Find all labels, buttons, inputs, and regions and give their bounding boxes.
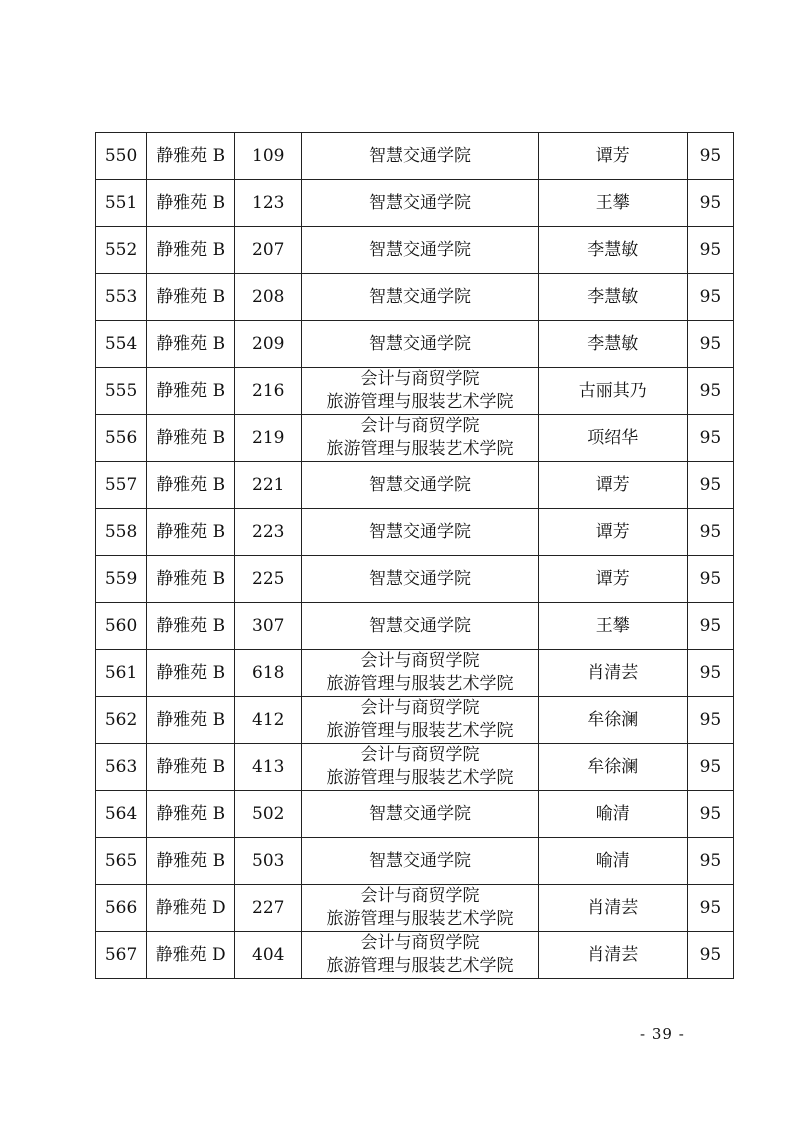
building-cell: 静雅苑 B [147, 744, 235, 791]
building-cell: 静雅苑 B [147, 838, 235, 885]
table-row [96, 791, 734, 838]
score-cell: 95 [687, 462, 733, 509]
college-name: 会计与商贸学院 [360, 933, 480, 953]
college-name: 会计与商贸学院 [360, 698, 480, 718]
score-cell: 95 [687, 274, 733, 321]
college-name: 会计与商贸学院 [360, 651, 480, 671]
college-name: 智慧交通学院 [368, 333, 471, 354]
dormitory-score-table [95, 132, 734, 979]
score-cell: 95 [687, 932, 733, 979]
person-cell: 项绍华 [538, 415, 687, 462]
person-cell: 喻清 [538, 791, 687, 838]
person-cell: 李慧敏 [538, 274, 687, 321]
person-cell: 李慧敏 [538, 227, 687, 274]
table-row [96, 556, 734, 603]
score-cell: 95 [687, 227, 733, 274]
room-cell: 109 [235, 133, 302, 180]
building-cell: 静雅苑 B [147, 368, 235, 415]
row-number-cell: 554 [96, 321, 147, 368]
room-cell: 223 [235, 509, 302, 556]
college-cell [302, 791, 538, 838]
college-name: 会计与商贸学院 [360, 369, 480, 389]
row-number-cell: 557 [96, 462, 147, 509]
room-cell: 404 [235, 932, 302, 979]
score-cell: 95 [687, 697, 733, 744]
room-cell: 412 [235, 697, 302, 744]
college-name: 智慧交通学院 [368, 239, 471, 260]
row-number-cell: 562 [96, 697, 147, 744]
college-cell [302, 415, 538, 462]
table-row [96, 321, 734, 368]
college-name: 智慧交通学院 [368, 850, 471, 871]
score-cell: 95 [687, 509, 733, 556]
college-cell [302, 368, 538, 415]
college-cell [302, 650, 538, 697]
row-number-cell: 566 [96, 885, 147, 932]
table-row [96, 509, 734, 556]
row-number-cell: 555 [96, 368, 147, 415]
college-cell [302, 274, 538, 321]
table-row [96, 838, 734, 885]
college-name: 智慧交通学院 [368, 192, 471, 213]
college-name: 旅游管理与服装艺术学院 [326, 721, 514, 741]
college-name: 旅游管理与服装艺术学院 [326, 674, 514, 694]
college-name: 会计与商贸学院 [360, 886, 480, 906]
table-row [96, 744, 734, 791]
college-name: 智慧交通学院 [368, 803, 471, 824]
page-number: - 39 - [640, 1025, 685, 1043]
person-cell: 谭芳 [538, 462, 687, 509]
college-name: 智慧交通学院 [368, 568, 471, 589]
room-cell: 208 [235, 274, 302, 321]
table-row [96, 932, 734, 979]
row-number-cell: 550 [96, 133, 147, 180]
college-name: 智慧交通学院 [368, 521, 471, 542]
score-cell: 95 [687, 838, 733, 885]
person-cell: 牟徐澜 [538, 744, 687, 791]
score-cell: 95 [687, 556, 733, 603]
table-row [96, 885, 734, 932]
building-cell: 静雅苑 D [147, 885, 235, 932]
room-cell: 209 [235, 321, 302, 368]
score-cell: 95 [687, 791, 733, 838]
score-cell: 95 [687, 321, 733, 368]
room-cell: 216 [235, 368, 302, 415]
building-cell: 静雅苑 B [147, 556, 235, 603]
room-cell: 307 [235, 603, 302, 650]
building-cell: 静雅苑 B [147, 227, 235, 274]
building-cell: 静雅苑 B [147, 415, 235, 462]
row-number-cell: 558 [96, 509, 147, 556]
college-cell [302, 932, 538, 979]
building-cell: 静雅苑 B [147, 791, 235, 838]
person-cell: 肖清芸 [538, 650, 687, 697]
table-row [96, 368, 734, 415]
row-number-cell: 560 [96, 603, 147, 650]
row-number-cell: 556 [96, 415, 147, 462]
row-number-cell: 563 [96, 744, 147, 791]
row-number-cell: 552 [96, 227, 147, 274]
row-number-cell: 564 [96, 791, 147, 838]
college-cell [302, 603, 538, 650]
college-name: 旅游管理与服装艺术学院 [326, 909, 514, 929]
score-cell: 95 [687, 180, 733, 227]
score-cell: 95 [687, 415, 733, 462]
room-cell: 207 [235, 227, 302, 274]
room-cell: 502 [235, 791, 302, 838]
building-cell: 静雅苑 D [147, 932, 235, 979]
college-cell [302, 321, 538, 368]
room-cell: 219 [235, 415, 302, 462]
person-cell: 古丽其乃 [538, 368, 687, 415]
building-cell: 静雅苑 B [147, 321, 235, 368]
row-number-cell: 551 [96, 180, 147, 227]
person-cell: 肖清芸 [538, 932, 687, 979]
table-row [96, 697, 734, 744]
person-cell: 王攀 [538, 603, 687, 650]
room-cell: 618 [235, 650, 302, 697]
table-row [96, 462, 734, 509]
college-cell [302, 227, 538, 274]
college-cell [302, 509, 538, 556]
room-cell: 123 [235, 180, 302, 227]
college-name: 智慧交通学院 [368, 286, 471, 307]
person-cell: 牟徐澜 [538, 697, 687, 744]
row-number-cell: 559 [96, 556, 147, 603]
room-cell: 225 [235, 556, 302, 603]
college-name: 智慧交通学院 [368, 474, 471, 495]
table-row [96, 274, 734, 321]
college-name: 旅游管理与服装艺术学院 [326, 956, 514, 976]
college-cell [302, 744, 538, 791]
room-cell: 503 [235, 838, 302, 885]
score-cell: 95 [687, 603, 733, 650]
building-cell: 静雅苑 B [147, 509, 235, 556]
row-number-cell: 565 [96, 838, 147, 885]
score-cell: 95 [687, 744, 733, 791]
building-cell: 静雅苑 B [147, 697, 235, 744]
building-cell: 静雅苑 B [147, 180, 235, 227]
college-name: 会计与商贸学院 [360, 745, 480, 765]
table-row [96, 650, 734, 697]
person-cell: 李慧敏 [538, 321, 687, 368]
college-name: 旅游管理与服装艺术学院 [326, 768, 514, 788]
college-name: 旅游管理与服装艺术学院 [326, 392, 514, 412]
score-cell: 95 [687, 650, 733, 697]
college-name: 会计与商贸学院 [360, 416, 480, 436]
score-cell: 95 [687, 133, 733, 180]
college-cell [302, 556, 538, 603]
row-number-cell: 561 [96, 650, 147, 697]
college-name: 智慧交通学院 [368, 145, 471, 166]
score-cell: 95 [687, 368, 733, 415]
college-cell [302, 838, 538, 885]
building-cell: 静雅苑 B [147, 603, 235, 650]
room-cell: 227 [235, 885, 302, 932]
building-cell: 静雅苑 B [147, 274, 235, 321]
score-cell: 95 [687, 885, 733, 932]
college-cell [302, 462, 538, 509]
person-cell: 肖清芸 [538, 885, 687, 932]
room-cell: 221 [235, 462, 302, 509]
college-name: 智慧交通学院 [368, 615, 471, 636]
table-row [96, 227, 734, 274]
table-body [96, 133, 734, 979]
person-cell: 谭芳 [538, 133, 687, 180]
person-cell: 王攀 [538, 180, 687, 227]
building-cell: 静雅苑 B [147, 650, 235, 697]
college-cell [302, 180, 538, 227]
college-cell [302, 885, 538, 932]
person-cell: 谭芳 [538, 509, 687, 556]
table-row [96, 603, 734, 650]
college-cell [302, 697, 538, 744]
table-row [96, 415, 734, 462]
room-cell: 413 [235, 744, 302, 791]
college-name: 旅游管理与服装艺术学院 [326, 439, 514, 459]
college-cell [302, 133, 538, 180]
row-number-cell: 553 [96, 274, 147, 321]
person-cell: 喻清 [538, 838, 687, 885]
row-number-cell: 567 [96, 932, 147, 979]
table-row [96, 133, 734, 180]
person-cell: 谭芳 [538, 556, 687, 603]
building-cell: 静雅苑 B [147, 133, 235, 180]
table-row [96, 180, 734, 227]
building-cell: 静雅苑 B [147, 462, 235, 509]
